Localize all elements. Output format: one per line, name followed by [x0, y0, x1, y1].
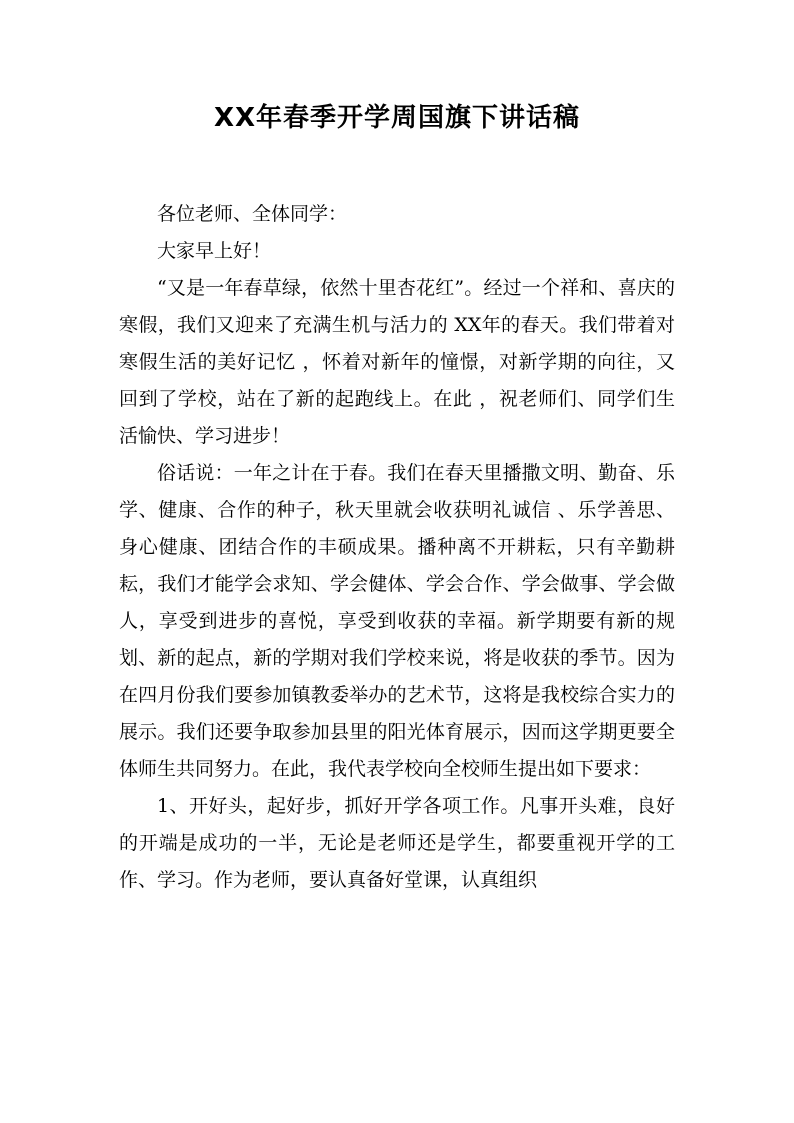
body-paragraph: 俗话说：一年之计在于春。我们在春天里播撒文明、勤奋、乐学、健康、合作的种子，秋天里就会收获明礼诚信 、乐学善思、身心健康、团结合作的丰硕成果。播种离不开耕耘，只有辛勤耕耘，我们才能学会求知、学会健体、学会合作、学会做事、学会做人，享受到进步的喜悦，享受到收获的幸福。新学期要有新的规划、新的起点，新的学期对我们学校来说，将是收获的季节。因为在四月份我们要参加镇教委举办的艺术节，这将是我校综合实力的展示。我们还要争取参加县里的阳光体育展示，因而这学期更要全体师生共同努力。在此，我代表学校向全校师生提出如下要求： — [119, 462, 675, 780]
body-paragraph: 1、开好头，起好步，抓好开学各项工作。凡事开头难，良好的开端是成功的一半，无论是老师还是学生，都要重视开学的工作、学习。作为老师，要认真备好堂课，认真组织 — [119, 795, 675, 891]
body-paragraph: “又是一年春草绿，依然十里杏花红”。经过一个祥和、喜庆的寒假，我们又迎来了充满生机与活力的 XX年的春天。我们带着对寒假生活的美好记忆 ，怀着对新年的憧憬，对新学期的向往，又回到了学校，站在了新的起跑线上。在此 ，祝老师们、同学们生活愉快、学习进步！ — [119, 277, 675, 447]
document-title: XX年春季开学周国旗下讲话稿 — [213, 103, 581, 133]
salutation-paragraph: 各位老师、全体同学： — [157, 203, 348, 225]
greeting-paragraph: 大家早上好！ — [157, 240, 272, 262]
document-body — [119, 196, 675, 899]
